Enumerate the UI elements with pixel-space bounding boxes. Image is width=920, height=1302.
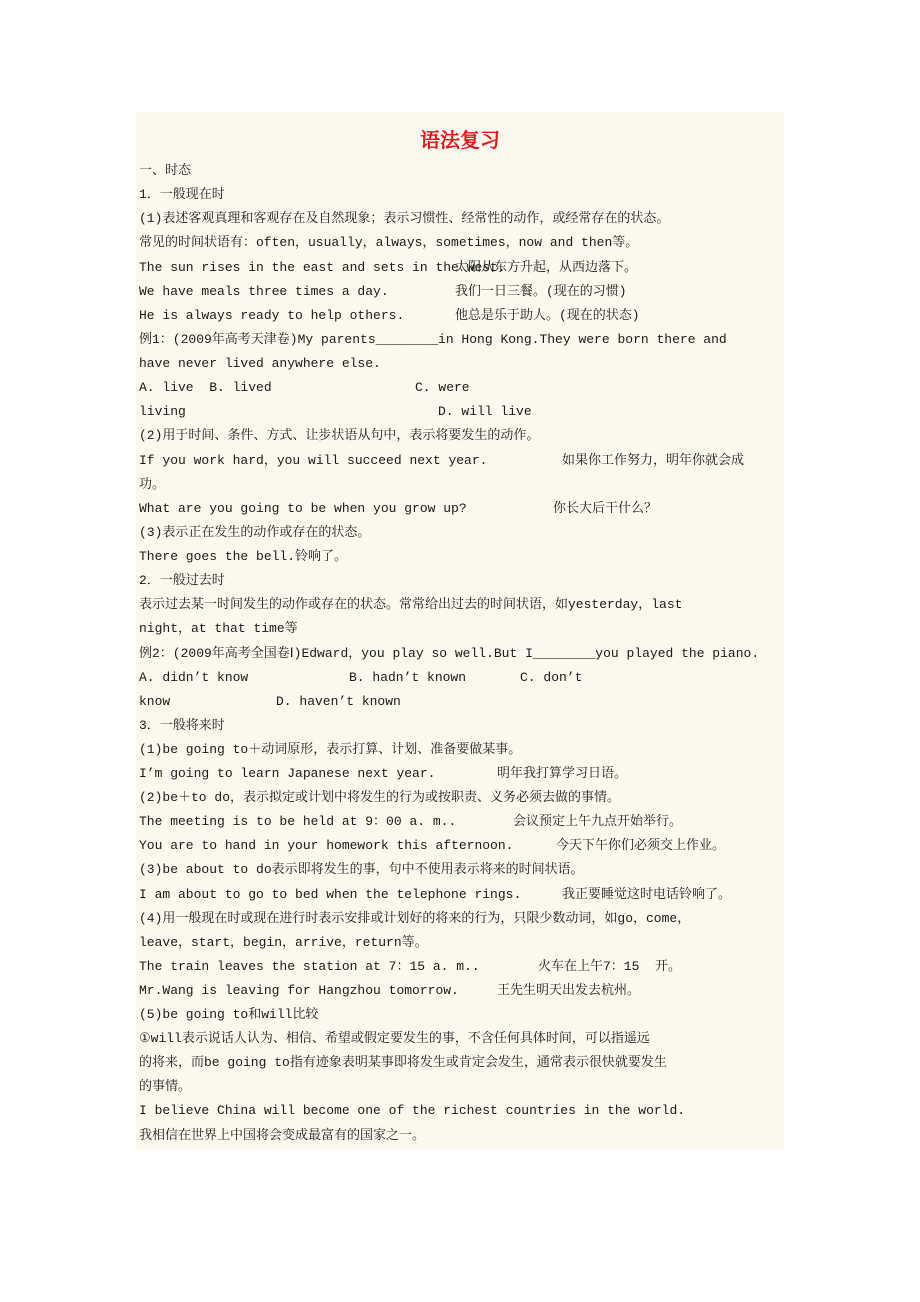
text-line: The train leaves the station at 7：15 a. m..: [139, 959, 480, 974]
text-line-column: 太阳从东方升起，从西边落下。: [455, 260, 638, 275]
text-line: know: [139, 694, 171, 709]
text-line: 的事情。: [139, 1079, 192, 1094]
text-line: night，at that time等: [139, 621, 298, 636]
text-line-column: 我正要睡觉这时电话铃响了。: [562, 887, 732, 902]
text-line: 2．一般过去时: [139, 573, 225, 588]
text-line-column: 王先生明天出发去杭州。: [497, 983, 641, 998]
text-line: If you work hard，you will succeed next year.: [139, 453, 488, 468]
text-line: 我相信在世界上中国将会变成最富有的国家之一。: [139, 1128, 426, 1143]
text-line-column: B. hadn’t known: [349, 670, 467, 685]
text-line: We have meals three times a day.: [139, 284, 389, 299]
text-line: (3)表示正在发生的动作或存在的状态。: [139, 525, 371, 540]
text-line: (4)用一般现在时或现在进行时表示安排或计划好的将来的行为，只限少数动词，如go，come，: [139, 911, 691, 926]
text-line-column: C. were: [415, 380, 470, 395]
text-line: (1)表述客观真理和客观存在及自然现象；表示习惯性、经常性的动作，或经常存在的状态。: [139, 211, 670, 226]
text-line-column: 如果你工作努力，明年你就会成: [562, 453, 745, 468]
document-title: 语法复习: [420, 128, 500, 152]
text-line-column: D. will live: [438, 404, 532, 419]
text-line: The sun rises in the east and sets in the west.: [139, 260, 506, 275]
text-line: What are you going to be when you grow up?: [139, 501, 467, 516]
text-line: 的将来，而be going to指有迹象表明某事即将发生或肯定会发生，通常表示很快就要发生: [139, 1055, 667, 1070]
text-line-column: 会议预定上午九点开始举行。: [513, 814, 683, 829]
text-line: I believe China will become one of the richest countries in the world.: [139, 1103, 686, 1118]
text-line-column: 你长大后干什么？: [553, 501, 658, 516]
text-line: (5)be going to和will比较: [139, 1007, 319, 1022]
text-line: (2)be＋to do，表示拟定或计划中将发生的行为或按职责、义务必须去做的事情。: [139, 790, 621, 805]
text-line: I am about to go to bed when the telephone rings.: [139, 887, 522, 902]
text-line-column: 我们一日三餐。(现在的习惯): [455, 284, 627, 299]
text-line-column: 明年我打算学习日语。: [497, 766, 628, 781]
text-line: (3)be about to do表示即将发生的事，句中不使用表示将来的时间状语。: [139, 862, 584, 877]
text-line: leave，start，begin，arrive，return等。: [139, 935, 428, 950]
text-line: You are to hand in your homework this afternoon.: [139, 838, 514, 853]
text-line: There goes the bell.铃响了。: [139, 549, 348, 564]
text-line-column: 他总是乐于助人。(现在的状态): [455, 308, 640, 323]
text-line-column: 今天下午你们必须交上作业。: [556, 838, 726, 853]
text-line-column: C. don’t: [520, 670, 583, 685]
text-line: Mr.Wang is leaving for Hangzhou tomorrow.: [139, 983, 459, 998]
text-line: (2)用于时间、条件、方式、让步状语从句中，表示将要发生的动作。: [139, 428, 540, 443]
text-line: The meeting is to be held at 9：00 a. m..: [139, 814, 457, 829]
text-line: living: [139, 404, 186, 419]
text-line: 3．一般将来时: [139, 718, 225, 733]
text-line: I’m going to learn Japanese next year.: [139, 766, 436, 781]
text-line: A. didn’t know: [139, 670, 249, 685]
text-line-column: D. haven’t known: [276, 694, 401, 709]
text-line: A. live B. lived: [139, 380, 272, 395]
text-line: have never lived anywhere else.: [139, 356, 381, 371]
text-line: 表示过去某一时间发生的动作或存在的状态。常常给出过去的时间状语，如yesterday，last: [139, 597, 683, 612]
text-line: ①will表示说话人认为、相信、希望或假定要发生的事，不含任何具体时间，可以指遥远: [139, 1031, 650, 1046]
text-line: 1．一般现在时: [139, 187, 225, 202]
text-line: 例2：(2009年高考全国卷Ⅰ)Edward，you play so well.But I________you played the piano.: [139, 646, 760, 661]
text-line-column: 火车在上午7：15 开。: [538, 959, 682, 974]
text-line: 功。: [139, 477, 166, 492]
text-line: He is always ready to help others.: [139, 308, 405, 323]
text-line: 例1：(2009年高考天津卷)My parents________in Hong Kong.They were born there and: [139, 332, 727, 347]
text-line: 常见的时间状语有：often，usually，always，sometimes，now and then等。: [139, 235, 639, 250]
text-line: (1)be going to＋动词原形，表示打算、计划、准备要做某事。: [139, 742, 522, 757]
text-line: 一、时态: [139, 163, 192, 178]
